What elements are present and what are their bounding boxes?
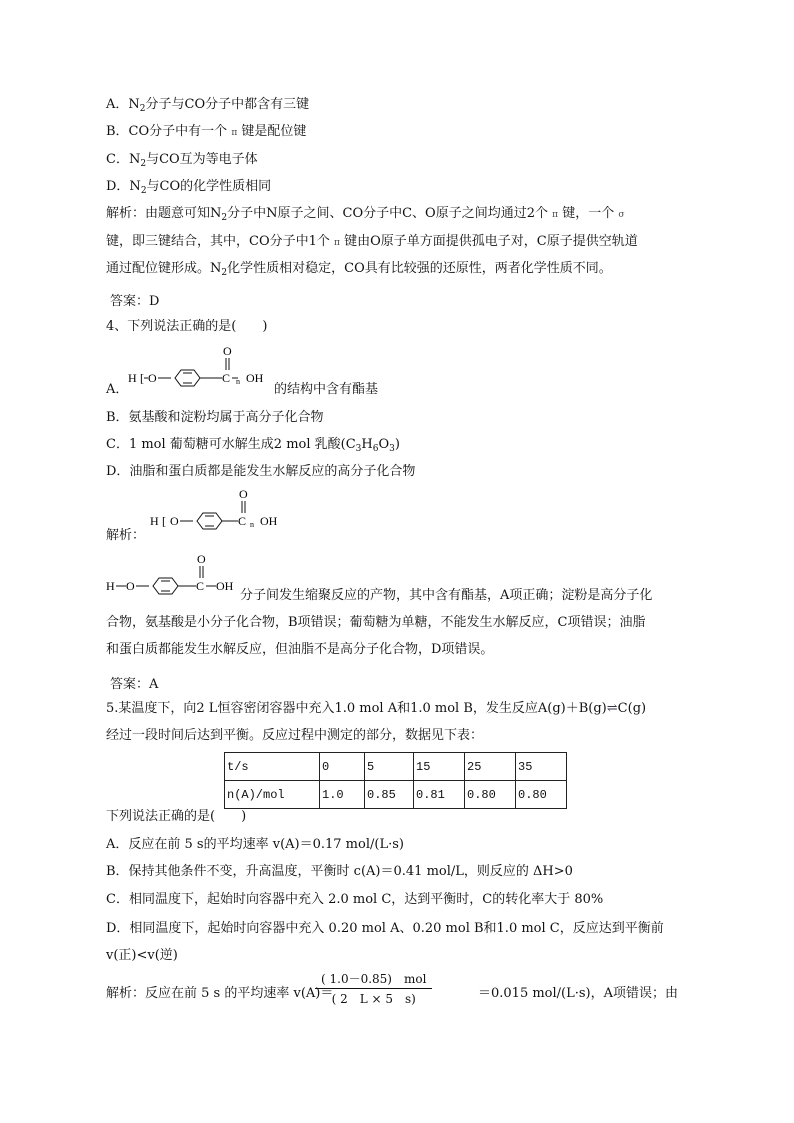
q4-option-c — [106, 436, 400, 458]
subscript-n: n — [236, 377, 240, 386]
atom-o: O — [126, 579, 135, 593]
text: C(g) — [617, 701, 647, 716]
subscript-n: n — [250, 520, 254, 529]
q5-option-c: C．相同温度下，起始时向容器中充入 2.0 mol C，达到平衡时，C的转化率大于 80% — [106, 892, 604, 907]
table-cell: n(A)/mol — [225, 781, 320, 809]
polymer-structure-formula-analysis — [148, 487, 288, 533]
atom-o: O — [148, 371, 157, 385]
atom-h: H — [106, 579, 115, 593]
text: 5.某温度下，向2 L恒容密闭容器中充入1.0 mol A和1.0 mol B，发生反应A(g)＋B(g) — [106, 701, 607, 716]
q5-stem-line-2: 经过一段时间后达到平衡。反应过程中测定的部分，数据见下表： — [106, 728, 484, 743]
q4-analysis-line-1: 分子间发生缩聚反应的产物，其中含有酯基，A项正确；淀粉是高分子化 — [240, 588, 653, 603]
q5-option-b: B．保持其他条件不变，升高温度，平衡时 c(A)＝0.41 mol/L，则反应的 ΔH>0 — [106, 864, 573, 879]
q3-option-b-text: B．CO分子中有一个 — [106, 124, 228, 139]
q3-option-c — [106, 151, 258, 173]
q4-answer: 答案：A — [110, 677, 159, 692]
group-oh: OH — [260, 514, 278, 528]
q4-analysis-line-3: 和蛋白质都能发生水解反应，但油脂不是高分子化合物，D项错误。 — [106, 642, 494, 657]
q3-option-c-text-end: 与CO互为等电子体 — [146, 152, 258, 167]
q3-option-d-text-end: 与CO的化学性质相同 — [146, 179, 272, 194]
benzene-ring — [197, 513, 222, 529]
q5-option-d-line-2: v(正)<v(逆) — [106, 948, 178, 963]
q5-analysis-post: ＝0.015 mol/(L·s)，A项错误；由 — [478, 986, 679, 1001]
q3-analysis-line-2 — [106, 233, 638, 252]
q4-option-d: D．油脂和蛋白质都是能发生水解反应的高分子化合物 — [106, 464, 416, 479]
table-row — [225, 781, 567, 809]
q3-option-a — [106, 96, 309, 118]
atom-c: C — [222, 371, 231, 385]
table-row — [225, 753, 567, 781]
pi-symbol: π — [552, 210, 559, 220]
benzene-ring — [175, 370, 200, 386]
bracket: [ — [140, 371, 144, 385]
subscript: 2 — [140, 159, 147, 169]
monomer-structure-formula — [104, 550, 240, 596]
q5-option-a: A．反应在前 5 s的平均速率 v(A)＝0.17 mol/(L·s) — [106, 837, 404, 852]
q3-answer: 答案：D — [110, 294, 160, 309]
benzene-ring — [153, 578, 178, 594]
fraction-numerator: ( 1.0－0.85) mol — [321, 972, 427, 986]
text: O — [378, 437, 390, 452]
fraction-bar — [315, 988, 432, 989]
q4-analysis-line-2: 合物，氨基酸是小分子化合物，B项错误；葡萄糖为单糖，不能发生水解反应，C项错误；油脂 — [106, 615, 646, 630]
q4-option-b: B．氨基酸和淀粉均属于高分子化合物 — [106, 410, 324, 425]
text: 化学性质相对稳定，CO具有比较强的还原性，两者化学性质不同。 — [227, 261, 612, 276]
q3-analysis-line-3 — [106, 260, 612, 282]
atom-o: O — [239, 487, 248, 501]
q3-option-d — [106, 178, 271, 200]
table-cell: 0.80 — [465, 781, 516, 809]
q3-option-d-text: D．N — [106, 179, 141, 194]
q5-stem-line-1 — [106, 700, 646, 718]
subscript: 3 — [355, 444, 362, 454]
q5-analysis-pre: 解析：反应在前 5 s 的平均速率 v(A)＝ — [106, 986, 334, 1001]
pi-symbol: π — [334, 238, 340, 248]
polymer-structure-formula-a — [126, 342, 276, 394]
q3-analysis-line-1 — [106, 205, 625, 227]
subscript: 3 — [389, 444, 395, 454]
atom-c: C — [238, 514, 247, 528]
q3-option-a-text-end: 分子与CO分子中都含有三键 — [145, 97, 310, 112]
text: C．1 mol 葡萄糖可水解生成2 mol 乳酸(C — [106, 437, 356, 452]
subscript: 6 — [372, 444, 379, 454]
text: 键，即三键结合，其中，CO分子中1个 — [106, 234, 330, 249]
text: 键由O原子单方面提供孤电子对，C原子提供空轨道 — [344, 234, 638, 249]
table-cell: 0.80 — [516, 781, 567, 809]
text: 分子中N原子之间、CO分子中C、O原子之间均通过2个 — [227, 206, 548, 221]
q3-option-a-text: A．N — [106, 97, 140, 112]
q4-stem: 4、下列说法正确的是( ) — [106, 319, 268, 334]
atom-c: C — [196, 579, 205, 593]
q4-option-a-label: A． — [106, 382, 129, 397]
rate-fraction — [315, 970, 432, 1007]
pi-symbol: π — [231, 128, 238, 138]
group-oh: OH — [216, 579, 234, 593]
sigma-symbol: σ — [618, 210, 625, 220]
table-header-cell: 0 — [320, 753, 365, 781]
fraction-denominator: ( 2 L × 5 s) — [331, 992, 416, 1006]
table-header-cell: 5 — [365, 753, 414, 781]
table-header-cell: t/s — [225, 753, 320, 781]
data-table — [224, 752, 567, 809]
q4-option-a-text: 的结构中含有酯基 — [274, 382, 379, 397]
text: 解析：由题意可知N — [106, 206, 222, 221]
table-header-cell: 15 — [414, 753, 465, 781]
q3-option-b-text-end: 键是配位键 — [241, 124, 307, 139]
text: H — [361, 437, 373, 452]
text: ) — [394, 437, 400, 452]
table-cell: 0.85 — [365, 781, 414, 809]
atom-h: H — [150, 514, 159, 528]
bracket: [ — [162, 514, 166, 528]
atom-h: H — [128, 371, 137, 385]
table-header-cell: 35 — [516, 753, 567, 781]
q4-analysis-label: 解析： — [106, 528, 146, 543]
q5-prompt: 下列说法正确的是( ) — [106, 809, 247, 824]
text: 键，一个 — [562, 206, 615, 221]
subscript: 2 — [140, 186, 147, 196]
equilibrium-arrow-icon: ⇌ — [606, 701, 618, 716]
atom-o: O — [223, 344, 232, 358]
atom-o: O — [197, 552, 206, 566]
subscript: 2 — [139, 104, 146, 114]
q3-option-b — [106, 123, 306, 142]
group-oh: OH — [246, 371, 264, 385]
subscript: 2 — [221, 268, 228, 278]
table-header-cell: 25 — [465, 753, 516, 781]
q3-option-c-text: C．N — [106, 152, 141, 167]
atom-o: O — [170, 514, 179, 528]
table-cell: 0.81 — [414, 781, 465, 809]
text: 通过配位键形成。N — [106, 261, 222, 276]
subscript: 2 — [221, 213, 228, 223]
table-cell: 1.0 — [320, 781, 365, 809]
q5-option-d-line-1: D．相同温度下，起始时向容器中充入 0.20 mol A、0.20 mol B和1.0 mol C，反应达到平衡前 — [106, 921, 664, 936]
